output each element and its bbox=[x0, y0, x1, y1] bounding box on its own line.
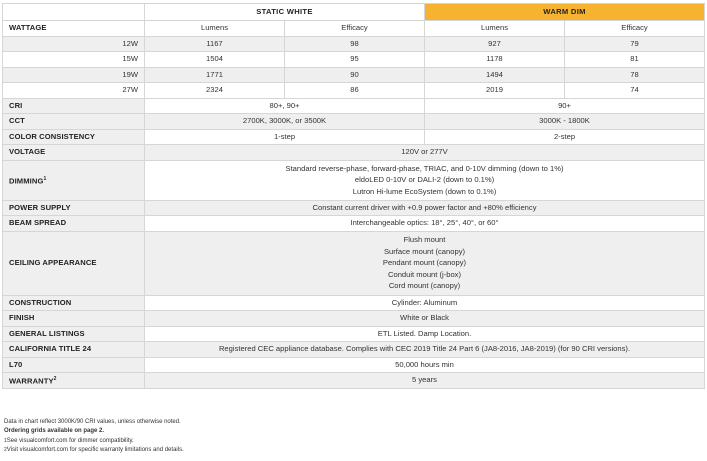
title24-value: Registered CEC appliance database. Complies with CEC 2019 Title 24 Part 6 (JA8-2016, JA8-2019) (for 90 CRI versions). bbox=[145, 342, 705, 358]
footnote-1 bbox=[4, 437, 184, 446]
ceiling-line: Conduit mount (j-box) bbox=[387, 269, 462, 279]
cct-label: CCT bbox=[3, 114, 145, 130]
dimming-label: DIMMING bbox=[9, 176, 44, 186]
sw-lumens-value: 1167 bbox=[145, 36, 285, 52]
cct-static-value: 2700K, 3000K, or 3500K bbox=[145, 114, 425, 130]
ceiling-line: Pendant mount (canopy) bbox=[382, 258, 467, 268]
wattage-label: WATTAGE bbox=[3, 21, 145, 37]
spec-table bbox=[2, 3, 705, 389]
footnote-1-text: See visualcomfort.com for dimmer compatibility. bbox=[6, 437, 134, 444]
sw-efficacy-value: 86 bbox=[285, 83, 425, 99]
dimming-footnote-mark: 1 bbox=[43, 175, 47, 182]
wd-lumens-value: 1494 bbox=[425, 67, 565, 83]
footnote-2-mark: 2 bbox=[4, 447, 7, 454]
footnote-1-mark: 1 bbox=[4, 437, 7, 444]
static-white-header: STATIC WHITE bbox=[145, 4, 425, 21]
dimming-value bbox=[145, 160, 705, 200]
footnote-2-text: Visit visualcomfort.com for specific warranty limitations and details. bbox=[6, 447, 184, 454]
cri-label: CRI bbox=[3, 98, 145, 114]
finish-value: White or Black bbox=[145, 311, 705, 327]
wd-efficacy-value: 81 bbox=[565, 52, 705, 68]
sw-efficacy-value: 98 bbox=[285, 36, 425, 52]
wd-efficacy-value: 74 bbox=[565, 83, 705, 99]
sw-efficacy-value: 95 bbox=[285, 52, 425, 68]
wd-lumens-value: 1178 bbox=[425, 52, 565, 68]
warranty-value: 5 years bbox=[145, 373, 705, 389]
corner-cell bbox=[3, 4, 145, 21]
wattage-row bbox=[3, 52, 705, 68]
wattage-row bbox=[3, 36, 705, 52]
wattage-row bbox=[3, 83, 705, 99]
dimming-label-cell bbox=[3, 160, 145, 200]
wattage-row bbox=[3, 67, 705, 83]
wattage-value: 27W bbox=[3, 83, 145, 99]
voltage-label: VOLTAGE bbox=[3, 145, 145, 161]
warm-dim-header: WARM DIM bbox=[425, 4, 705, 21]
cri-static-value: 80+, 90+ bbox=[145, 98, 425, 114]
wd-lumens-header: Lumens bbox=[425, 21, 565, 37]
dimming-line: Standard reverse-phase, forward-phase, TRIAC, and 0-10V dimming (down to 1%) bbox=[285, 163, 564, 173]
warranty-footnote-mark: 2 bbox=[53, 375, 57, 382]
voltage-value: 120V or 277V bbox=[145, 145, 705, 161]
dimming-line: Lutron Hi-lume EcoSystem (down to 0.1%) bbox=[352, 186, 497, 196]
ceiling-appearance-label: CEILING APPEARANCE bbox=[3, 231, 145, 295]
general-listings-label: GENERAL LISTINGS bbox=[3, 326, 145, 342]
general-listings-value: ETL Listed. Damp Location. bbox=[145, 326, 705, 342]
beam-spread-value: Interchangeable optics: 18°, 25°, 40°, or 60° bbox=[145, 216, 705, 232]
wattage-value: 12W bbox=[3, 36, 145, 52]
color-consistency-label: COLOR CONSISTENCY bbox=[3, 129, 145, 145]
wattage-value: 15W bbox=[3, 52, 145, 68]
ceiling-line: Flush mount bbox=[403, 235, 446, 245]
warranty-label: WARRANTY bbox=[9, 376, 54, 386]
sw-efficacy-value: 90 bbox=[285, 67, 425, 83]
warranty-label-cell bbox=[3, 373, 145, 389]
data-note: Data in chart reflect 3000K/90 CRI values, unless otherwise noted. bbox=[4, 419, 181, 425]
wd-lumens-value: 2019 bbox=[425, 83, 565, 99]
cri-warm-value: 90+ bbox=[425, 98, 705, 114]
sw-lumens-value: 1504 bbox=[145, 52, 285, 68]
construction-label: CONSTRUCTION bbox=[3, 295, 145, 311]
ordering-note: Ordering grids available on page 2. bbox=[4, 428, 105, 435]
footnotes bbox=[4, 418, 184, 456]
sw-efficacy-header: Efficacy bbox=[285, 21, 425, 37]
sw-lumens-value: 1771 bbox=[145, 67, 285, 83]
wattage-value: 19W bbox=[3, 67, 145, 83]
wd-efficacy-value: 78 bbox=[565, 67, 705, 83]
construction-value: Cylinder: Aluminum bbox=[145, 295, 705, 311]
power-supply-label: POWER SUPPLY bbox=[3, 200, 145, 216]
finish-label: FINISH bbox=[3, 311, 145, 327]
wd-lumens-value: 927 bbox=[425, 36, 565, 52]
title24-label: CALIFORNIA TITLE 24 bbox=[3, 342, 145, 358]
l70-label: L70 bbox=[3, 357, 145, 373]
cct-warm-value: 3000K - 1800K bbox=[425, 114, 705, 130]
sw-lumens-value: 2324 bbox=[145, 83, 285, 99]
beam-spread-label: BEAM SPREAD bbox=[3, 216, 145, 232]
sw-lumens-header: Lumens bbox=[145, 21, 285, 37]
wd-efficacy-value: 79 bbox=[565, 36, 705, 52]
power-supply-value: Constant current driver with +0.9 power factor and +80% efficiency bbox=[145, 200, 705, 216]
ceiling-appearance-value bbox=[145, 231, 705, 295]
footnote-2 bbox=[4, 446, 184, 455]
ceiling-line: Surface mount (canopy) bbox=[383, 246, 466, 256]
l70-value: 50,000 hours min bbox=[145, 357, 705, 373]
dimming-line: eldoLED 0-10V or DALI-2 (down to 0.1%) bbox=[354, 175, 495, 185]
wd-efficacy-header: Efficacy bbox=[565, 21, 705, 37]
ceiling-line: Cord mount (canopy) bbox=[388, 281, 461, 291]
color-consistency-warm-value: 2-step bbox=[425, 129, 705, 145]
color-consistency-static-value: 1-step bbox=[145, 129, 425, 145]
